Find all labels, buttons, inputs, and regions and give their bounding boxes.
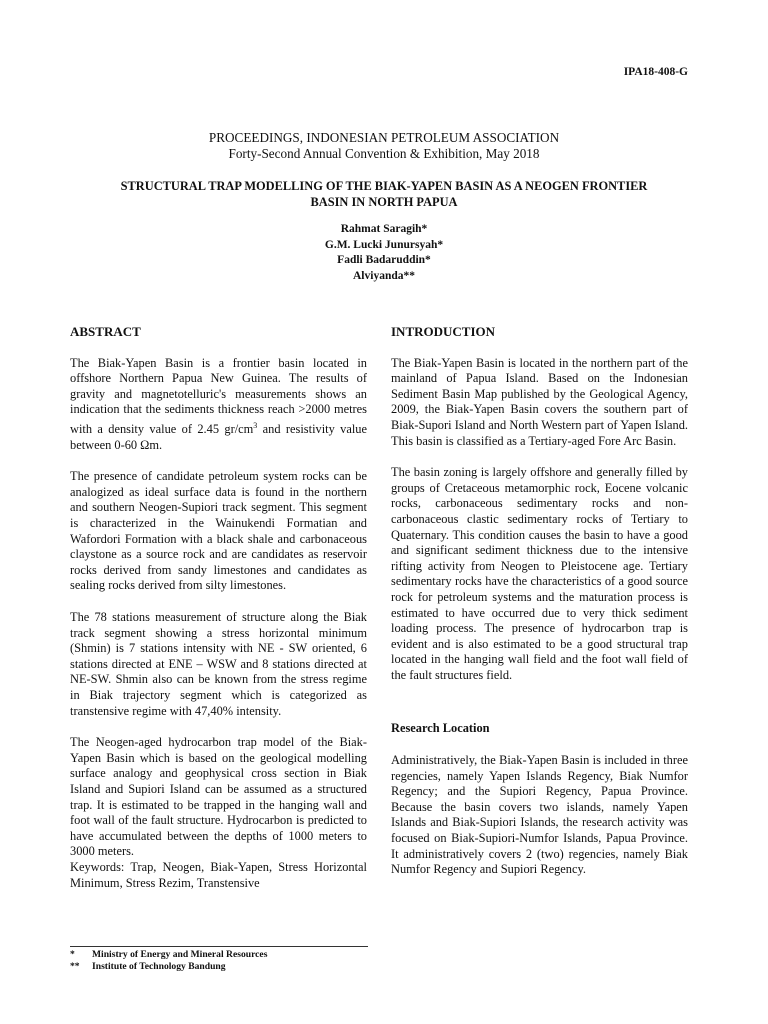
research-location-heading: Research Location: [391, 721, 490, 736]
abstract-heading: ABSTRACT: [70, 324, 141, 339]
document-id: IPA18-408-G: [623, 66, 688, 78]
keywords: Keywords: Trap, Neogen, Biak-Yapen, Stress Horizontal Minimum, Stress Rezim, Transtensive: [70, 859, 367, 890]
footnote-mark: *: [70, 949, 75, 960]
abstract-p1-text-end: and resistivity value between 0-60 Ωm.: [70, 422, 367, 452]
footnote-item: [70, 961, 267, 973]
introduction-paragraph-1: The Biak-Yapen Basin is located in the northern part of the mainland of Papua Island. Based on the Indonesian Sediment Basin Map published by the Geological Agency, 2009, the Biak-Yapen Basin covers the southern part of Biak-Supori Island and North Western part of Yapen Island. This basin is classified as a Tertiary-aged Fore Arc Basin.: [391, 355, 688, 448]
abstract-paragraph-2: The presence of candidate petroleum system rocks can be analogized as ideal surface data is found in the northern and southern Neogen-Supiori track segment. This segment is characterized in the Wainukendi Formatian and Wafordori Formation with a black shale and carbonaceous claystone as a source rock and are candidates as reservoir rocks derived from sandy limestones and candidates as sealing rocks derived from silty limestones.: [70, 469, 367, 593]
title-line-2: BASIN IN NORTH PAPUA: [310, 195, 458, 209]
introduction-heading: INTRODUCTION: [391, 324, 496, 339]
paper-title: [70, 178, 698, 210]
footnote-text: Ministry of Energy and Mineral Resources: [92, 949, 268, 960]
abstract-paragraph-1: [70, 356, 367, 454]
abstract-column: [70, 324, 367, 891]
introduction-column: [391, 324, 688, 894]
organization-name: PROCEEDINGS, INDONESIAN PETROLEUM ASSOCIATION: [208, 130, 560, 145]
footnote-mark: **: [70, 961, 80, 973]
footnotes: [70, 949, 267, 973]
author: Alviyanda**: [353, 269, 415, 282]
author: G.M. Lucki Junursyah*: [324, 238, 444, 251]
footnote-item: [70, 949, 267, 961]
proceedings-header: [0, 130, 768, 162]
author: Rahmat Saragih*: [340, 223, 428, 235]
introduction-paragraph-3: Administratively, the Biak-Yapen Basin is included in three regencies, namely Yapen Islands Regency, Biak Numfor Regency; and the Supiori Regency, Papua Province. Because the basin covers two islands, namely Yapen Islands and Biak-Supiori Islands, the research activity was focused on Biak-Supiori-Numfor Islands, Papua Province. It administratively covers 2 (two) regencies, namely Biak Numfor Regency and Supiori Regency.: [391, 753, 688, 877]
title-line-1: STRUCTURAL TRAP MODELLING OF THE BIAK-YAPEN BASIN AS A NEOGEN FRONTIER: [120, 179, 648, 193]
abstract-paragraph-3: The 78 stations measurement of structure along the Biak track segment showing a stress horizontal minimum (Shmin) is 7 stations intensity with NE - SW oriented, 6 stations directed at ENE – WSW and 8 stations directed at NE-SW. Shmin also can be known from the stress regime in Biak trajectory segment which is categorized as transtensive regime with 47,40% intensity.: [70, 610, 367, 718]
footnote-divider: [70, 946, 368, 947]
abstract-p1-text: The Biak-Yapen Basin is a frontier basin located in offshore Northern Papua New Guinea. The results of gravity and magnetotelluric's measurements shows an indication that the sediments thickness reach >2000 metres with a density value of 2.45 gr/cm: [70, 355, 367, 437]
superscript-3: 3: [253, 420, 258, 430]
section-spacer: [391, 699, 688, 721]
abstract-paragraph-4: The Neogen-aged hydrocarbon trap model of the Biak-Yapen Basin which is based on the geological modelling surface analogy and geophysical cross section in Biak Island and Supiori Island can be assumed as a structured trap. It is estimated to be trapped in the hanging wall and foot wall of the fault structure. Hydrocarbon is predicted to have accumulated between the depths of 1000 meters to 3000 meters.: [70, 735, 367, 859]
footnote-text: Institute of Technology Bandung: [92, 961, 226, 973]
author-list: [0, 222, 768, 284]
author: Fadli Badaruddin*: [337, 254, 431, 266]
introduction-paragraph-2: The basin zoning is largely offshore and generally filled by groups of Cretaceous metamorphic rock, Eocene volcanic rocks, carbonaceous sedimentary rocks and non-carbonaceous clastic sedimentary rocks of Tertiary to Quaternary. This condition causes the basin to have a good and significant sediment thickness due to the intensive rifting activity from Neogen to Pleistocene age. Tertiary sedimentary rocks have the characteristics of a good source rock for petroleum systems and the maturation process is estimated to have occurred due to very thick sediment loading process. The presence of hydrocarbon trap is evident and is also estimated to be a good structural trap located in the hanging wall field and the foot wall field of the fault structures field.: [391, 465, 688, 682]
event-name: Forty-Second Annual Convention & Exhibition, May 2018: [228, 146, 540, 161]
